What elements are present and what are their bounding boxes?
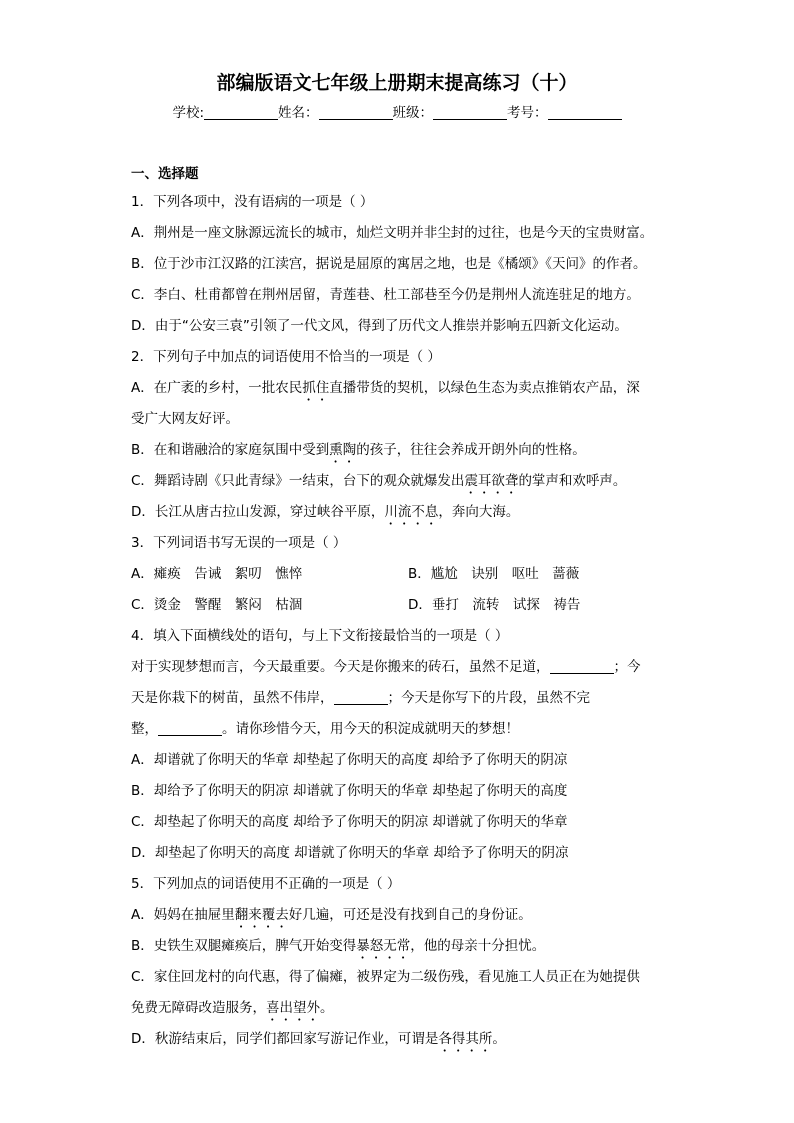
- q1-option-c: C．李白、杜甫都曾在荆州居留，青莲巷、杜工部巷至今仍是荆州人流连驻足的地方。: [131, 287, 640, 303]
- q2-a-text-post: 直播带货的契机，以绿色生态为卖点推销农产品，深: [329, 380, 640, 396]
- q4-option-a: A．却谱就了你明天的华章 却垫起了你明天的高度 却给予了你明天的阴凉: [131, 752, 568, 768]
- student-info-row: [0, 101, 794, 121]
- q5-d-dotted-word: 各得其所: [438, 1031, 493, 1047]
- school-label: 学校:: [172, 105, 205, 121]
- q2-option-d: [131, 502, 519, 528]
- name-label: 姓名：: [278, 105, 319, 121]
- q5-c-dotted-word: 喜出望外: [266, 1000, 320, 1016]
- class-label: 班级：: [392, 105, 434, 121]
- q2-d-text-pre: D．长江从唐古拉山发源，穿过峡谷平原，: [131, 504, 385, 520]
- q4-p2-text-end: ；今天是你写下的片段，虽然不完: [387, 690, 590, 706]
- class-blank[interactable]: [433, 105, 507, 120]
- q5-c-text-post: 。: [320, 1000, 334, 1016]
- q3-option-a: A．瘫痪 告诫 絮叨 憔悴: [131, 566, 303, 582]
- q4-option-d: D．却垫起了你明天的高度 却谱就了你明天的华章 却给予了你明天的阴凉: [131, 845, 569, 861]
- q2-option-b: [131, 440, 586, 466]
- q2-d-text-post: ，奔向大海。: [438, 504, 520, 520]
- q5-stem: 5．下列加点的词语使用不正确的一项是（ ）: [131, 876, 401, 892]
- q4-blank-3[interactable]: [158, 721, 222, 736]
- q3-stem: 3．下列词语书写无误的一项是（ ）: [131, 535, 347, 551]
- q4-passage-line1: [131, 657, 641, 677]
- q4-stem: 4．填入下面横线处的语句，与上下文衔接最恰当的一项是（ ）: [131, 628, 509, 644]
- q5-b-text-post: ，他的母亲十分担忧。: [410, 938, 546, 954]
- q5-d-text-pre: D．秋游结束后，同学们都回家写游记作业，可谓是: [131, 1031, 439, 1047]
- q2-b-text-pre: B．在和谐融洽的家庭氛围中受到: [131, 442, 330, 458]
- q5-option-c: C．家住回龙村的向代惠，得了偏瘫，被界定为二级伤残，看见施工人员正在为她提供: [131, 969, 640, 985]
- school-blank[interactable]: [204, 105, 278, 120]
- q2-option-a-cont: 受广大网友好评。: [131, 411, 239, 427]
- q2-d-dotted-word: 川流不息: [384, 504, 439, 520]
- name-blank[interactable]: [319, 105, 393, 120]
- number-label: 考号：: [507, 105, 548, 121]
- q1-option-d: D．由于“公安三袁”引领了一代文风，得到了历代文人推崇并影响五四新文化运动。: [131, 318, 628, 334]
- section-heading: 一、选择题: [131, 166, 199, 182]
- q1-option-b: B．位于沙市江汉路的江渎宫，据说是屈原的寓居之地，也是《橘颂》《天问》的作者。: [131, 256, 647, 272]
- q4-option-c: C．却垫起了你明天的高度 却给予了你明天的阴凉 却谱就了你明天的华章: [131, 814, 568, 830]
- q2-b-dotted-word: 熏陶: [329, 442, 357, 458]
- q2-option-a: [131, 378, 640, 404]
- q4-passage-line2: [131, 688, 590, 708]
- q2-a-text-pre: A．在广袤的乡村，一批农民: [131, 380, 303, 396]
- q1-option-a: A．荆州是一座文脉源远流长的城市，灿烂文明并非尘封的过往，也是今天的宝贵财富。: [131, 225, 654, 241]
- q3-option-b: B．尴尬 诀别 呕吐 蔷薇: [408, 566, 580, 582]
- q4-p1-text-end: ；今: [613, 659, 641, 675]
- q5-a-dotted-word: 翻来覆去: [234, 907, 289, 923]
- q5-option-d: [131, 1029, 506, 1055]
- q5-b-dotted-word: 暴怒无常: [356, 938, 411, 954]
- q4-blank-1[interactable]: [550, 659, 614, 674]
- q5-option-a: [131, 905, 532, 931]
- q5-a-text-post: 好几遍，可还是没有找到自己的身份证。: [288, 907, 532, 923]
- q2-b-text-post: 的孩子，往往会养成开朗外向的性格。: [356, 442, 586, 458]
- q3-option-c: C．烫金 警醒 繁闷 枯涸: [131, 597, 303, 613]
- q2-option-c: [131, 471, 626, 497]
- q5-c-text-pre: 免费无障碍改造服务，: [131, 1000, 266, 1016]
- q4-p1-text: 对于实现梦想而言，今天最重要。今天是你搬来的砖石，虽然不足道，: [131, 659, 550, 675]
- q4-p2-text: 天是你栽下的树苗，虽然不伟岸，: [131, 690, 334, 706]
- q2-a-dotted-word: 抓住: [302, 380, 330, 396]
- q5-option-b: [131, 936, 545, 962]
- number-blank[interactable]: [548, 105, 622, 120]
- q5-d-text-post: 。: [492, 1031, 506, 1047]
- q2-c-dotted-word: 震耳欲聋: [464, 473, 519, 489]
- q4-option-b: B．却给予了你明天的阴凉 却谱就了你明天的华章 却垫起了你明天的高度: [131, 783, 568, 799]
- q4-p3-text: 整，: [131, 721, 158, 737]
- q5-b-text-pre: B．史铁生双腿瘫痪后，脾气开始变得: [131, 938, 357, 954]
- q4-passage-line3: [131, 719, 519, 739]
- q5-a-text-pre: A．妈妈在抽屉里: [131, 907, 235, 923]
- q4-blank-2[interactable]: [334, 690, 388, 705]
- q4-p3-text-end: 。请你珍惜今天，用今天的积淀成就明天的梦想！: [222, 721, 519, 737]
- q2-c-text-pre: C．舞蹈诗剧《只此青绿》一结束，台下的观众就爆发出: [131, 473, 465, 489]
- q1-stem: 1．下列各项中，没有语病的一项是（ ）: [131, 194, 374, 210]
- q5-option-c-cont: [131, 998, 334, 1024]
- q2-c-text-post: 的掌声和欢呼声。: [518, 473, 627, 489]
- q3-option-d: D．垂打 流转 试探 祷告: [408, 597, 581, 613]
- q2-stem: 2．下列句子中加点的词语使用不恰当的一项是（ ）: [131, 349, 441, 365]
- page-title: 部编版语文七年级上册期末提高练习（十）: [216, 72, 578, 94]
